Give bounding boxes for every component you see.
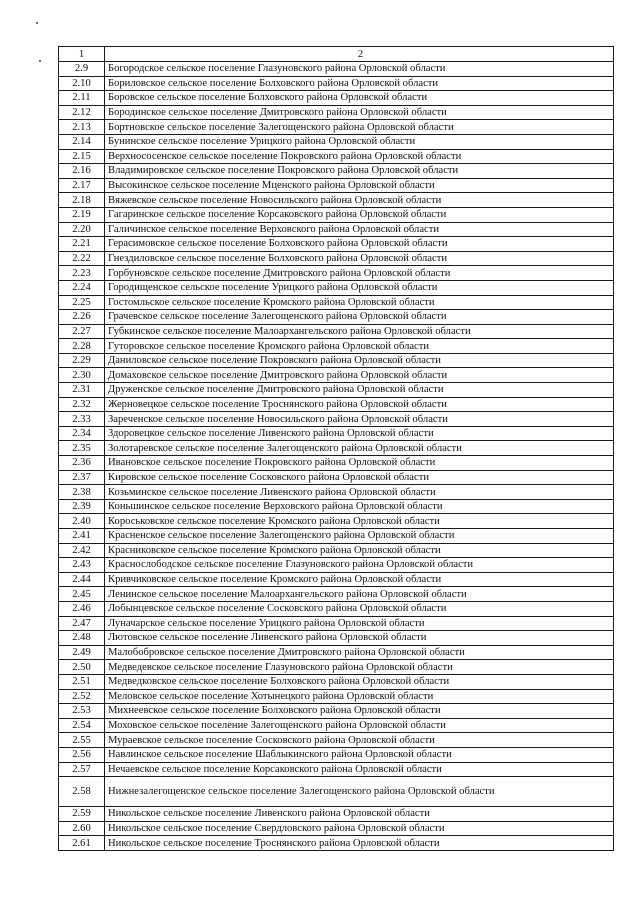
settlement-name: Даниловское сельское поселение Покровского района Орловской области <box>105 353 614 368</box>
row-number: 2.24 <box>59 280 105 295</box>
table-row <box>59 631 614 646</box>
header-col-number: 1 <box>59 47 105 62</box>
row-number: 2.23 <box>59 266 105 281</box>
settlement-name: Гостомльское сельское поселение Кромского района Орловской области <box>105 295 614 310</box>
settlement-name: Грачевское сельское поселение Залегощенского района Орловской области <box>105 310 614 325</box>
table-row <box>59 324 614 339</box>
row-number: 2.41 <box>59 529 105 544</box>
table-row <box>59 120 614 135</box>
settlement-name: Золотаревское сельское поселение Залегощенского района Орловской области <box>105 441 614 456</box>
row-number: 2.60 <box>59 821 105 836</box>
row-number: 2.30 <box>59 368 105 383</box>
settlement-name: Боровское сельское поселение Болховского района Орловской области <box>105 91 614 106</box>
row-number: 2.20 <box>59 222 105 237</box>
settlement-name: Верхнососенское сельское поселение Покровского района Орловской области <box>105 149 614 164</box>
settlement-name: Кривчиковское сельское поселение Кромского района Орловской области <box>105 572 614 587</box>
table-row <box>59 105 614 120</box>
settlement-name: Мураевское сельское поселение Сосковского района Орловской области <box>105 733 614 748</box>
table-row <box>59 339 614 354</box>
settlement-name: Гнездиловское сельское поселение Болховского района Орловской области <box>105 251 614 266</box>
settlement-name: Михнеевское сельское поселение Болховского района Орловской области <box>105 704 614 719</box>
settlement-name: Короськовское сельское поселение Кромского района Орловской области <box>105 514 614 529</box>
table-row <box>59 543 614 558</box>
row-number: 2.48 <box>59 631 105 646</box>
row-number: 2.57 <box>59 762 105 777</box>
table-row <box>59 660 614 675</box>
scan-speck <box>36 22 38 24</box>
settlement-name: Жерновецкое сельское поселение Троснянского района Орловской области <box>105 397 614 412</box>
settlement-name: Ленинское сельское поселение Малоархангельского района Орловской области <box>105 587 614 602</box>
row-number: 2.54 <box>59 718 105 733</box>
settlement-name: Городищенское сельское поселение Урицкого района Орловской области <box>105 280 614 295</box>
table-body <box>59 47 614 851</box>
settlement-name: Бунинское сельское поселение Урицкого района Орловской области <box>105 134 614 149</box>
table-row <box>59 821 614 836</box>
settlement-name: Козьминское сельское поселение Ливенского района Орловской области <box>105 485 614 500</box>
table-row <box>59 412 614 427</box>
table-row <box>59 529 614 544</box>
settlement-name: Нечаевское сельское поселение Корсаковского района Орловской области <box>105 762 614 777</box>
settlement-name: Красниковское сельское поселение Кромского района Орловской области <box>105 543 614 558</box>
table-row <box>59 558 614 573</box>
row-number: 2.52 <box>59 689 105 704</box>
settlement-name: Губкинское сельское поселение Малоархангельского района Орловской области <box>105 324 614 339</box>
row-number: 2.17 <box>59 178 105 193</box>
row-number: 2.35 <box>59 441 105 456</box>
row-number: 2.40 <box>59 514 105 529</box>
row-number: 2.21 <box>59 237 105 252</box>
table-row <box>59 149 614 164</box>
table-row <box>59 353 614 368</box>
settlement-name: Ивановское сельское поселение Покровского района Орловской области <box>105 456 614 471</box>
settlement-name: Горбуновское сельское поселение Дмитровского района Орловской области <box>105 266 614 281</box>
scan-speck <box>39 60 41 62</box>
row-number: 2.34 <box>59 426 105 441</box>
settlement-name: Малобобровское сельское поселение Дмитровского района Орловской области <box>105 645 614 660</box>
table-row <box>59 426 614 441</box>
table-row <box>59 645 614 660</box>
settlements-table <box>58 46 614 851</box>
table-row <box>59 237 614 252</box>
settlement-name: Краснослободское сельское поселение Глазуновского района Орловской области <box>105 558 614 573</box>
row-number: 2.55 <box>59 733 105 748</box>
row-number: 2.61 <box>59 836 105 851</box>
settlement-name: Высокинское сельское поселение Мценского района Орловской области <box>105 178 614 193</box>
settlement-name: Коньшинское сельское поселение Верховского района Орловской области <box>105 499 614 514</box>
table-row <box>59 178 614 193</box>
table-row <box>59 514 614 529</box>
settlement-name: Кировское сельское поселение Сосковского района Орловской области <box>105 470 614 485</box>
table-row <box>59 76 614 91</box>
settlement-name: Вяжевское сельское поселение Новосильского района Орловской области <box>105 193 614 208</box>
table-row <box>59 295 614 310</box>
row-number: 2.9 <box>59 62 105 77</box>
table-row <box>59 689 614 704</box>
settlement-name: Никольское сельское поселение Троснянского района Орловской области <box>105 836 614 851</box>
table-row <box>59 733 614 748</box>
table-row <box>59 777 614 807</box>
row-number: 2.49 <box>59 645 105 660</box>
settlement-name: Навлинское сельское поселение Шаблыкинского района Орловской области <box>105 747 614 762</box>
row-number: 2.14 <box>59 134 105 149</box>
row-number: 2.22 <box>59 251 105 266</box>
row-number: 2.28 <box>59 339 105 354</box>
table-row <box>59 807 614 822</box>
settlement-name: Герасимовское сельское поселение Болховского района Орловской области <box>105 237 614 252</box>
table-row <box>59 368 614 383</box>
table-row <box>59 62 614 77</box>
row-number: 2.11 <box>59 91 105 106</box>
row-number: 2.29 <box>59 353 105 368</box>
settlement-name: Никольское сельское поселение Ливенского района Орловской области <box>105 807 614 822</box>
settlement-name: Домаховское сельское поселение Дмитровского района Орловской области <box>105 368 614 383</box>
table-row <box>59 280 614 295</box>
table-row <box>59 762 614 777</box>
row-number: 2.26 <box>59 310 105 325</box>
table-row <box>59 193 614 208</box>
row-number: 2.10 <box>59 76 105 91</box>
table-row <box>59 704 614 719</box>
row-number: 2.56 <box>59 747 105 762</box>
row-number: 2.37 <box>59 470 105 485</box>
table-row <box>59 718 614 733</box>
table-row <box>59 441 614 456</box>
table-row <box>59 222 614 237</box>
table-row <box>59 164 614 179</box>
settlement-name: Нижнезалегощенское сельское поселение Залегощенского района Орловской области <box>105 777 614 807</box>
row-number: 2.51 <box>59 674 105 689</box>
settlement-name: Луначарское сельское поселение Урицкого района Орловской области <box>105 616 614 631</box>
table-row <box>59 499 614 514</box>
settlement-name: Бородинское сельское поселение Дмитровского района Орловской области <box>105 105 614 120</box>
table-row <box>59 587 614 602</box>
settlement-name: Меловское сельское поселение Хотынецкого района Орловской области <box>105 689 614 704</box>
table-row <box>59 674 614 689</box>
table-row <box>59 616 614 631</box>
row-number: 2.50 <box>59 660 105 675</box>
row-number: 2.31 <box>59 383 105 398</box>
row-number: 2.45 <box>59 587 105 602</box>
row-number: 2.39 <box>59 499 105 514</box>
settlement-name: Зареченское сельское поселение Новосильского района Орловской области <box>105 412 614 427</box>
table-row <box>59 601 614 616</box>
table-row <box>59 383 614 398</box>
table-row <box>59 397 614 412</box>
table-row <box>59 747 614 762</box>
table-row <box>59 572 614 587</box>
row-number: 2.42 <box>59 543 105 558</box>
table-row <box>59 91 614 106</box>
settlement-name: Друженское сельское поселение Дмитровского района Орловской области <box>105 383 614 398</box>
row-number: 2.27 <box>59 324 105 339</box>
table-row <box>59 456 614 471</box>
row-number: 2.33 <box>59 412 105 427</box>
row-number: 2.53 <box>59 704 105 719</box>
settlement-name: Медведковское сельское поселение Болховского района Орловской области <box>105 674 614 689</box>
table-row <box>59 251 614 266</box>
settlement-name: Богородское сельское поселение Глазуновского района Орловской области <box>105 62 614 77</box>
row-number: 2.13 <box>59 120 105 135</box>
table-row <box>59 134 614 149</box>
row-number: 2.15 <box>59 149 105 164</box>
row-number: 2.36 <box>59 456 105 471</box>
row-number: 2.46 <box>59 601 105 616</box>
table-row <box>59 470 614 485</box>
settlement-name: Здоровецкое сельское поселение Ливенского района Орловской области <box>105 426 614 441</box>
table-header-row <box>59 47 614 62</box>
row-number: 2.19 <box>59 207 105 222</box>
row-number: 2.25 <box>59 295 105 310</box>
row-number: 2.32 <box>59 397 105 412</box>
row-number: 2.12 <box>59 105 105 120</box>
settlement-name: Лютовское сельское поселение Ливенского района Орловской области <box>105 631 614 646</box>
row-number: 2.16 <box>59 164 105 179</box>
header-col-name: 2 <box>105 47 614 62</box>
row-number: 2.38 <box>59 485 105 500</box>
settlement-name: Галичинское сельское поселение Верховского района Орловской области <box>105 222 614 237</box>
settlement-name: Гагаринское сельское поселение Корсаковского района Орловской области <box>105 207 614 222</box>
settlement-name: Никольское сельское поселение Свердловского района Орловской области <box>105 821 614 836</box>
settlement-name: Лобынцевское сельское поселение Сосковского района Орловской области <box>105 601 614 616</box>
table-row <box>59 266 614 281</box>
settlement-name: Владимировское сельское поселение Покровского района Орловской области <box>105 164 614 179</box>
settlement-name: Бортновское сельское поселение Залегощенского района Орловской области <box>105 120 614 135</box>
row-number: 2.18 <box>59 193 105 208</box>
row-number: 2.44 <box>59 572 105 587</box>
table-row <box>59 836 614 851</box>
settlement-name: Медведевское сельское поселение Глазуновского района Орловской области <box>105 660 614 675</box>
settlement-name: Красненское сельское поселение Залегощенского района Орловской области <box>105 529 614 544</box>
table-row <box>59 207 614 222</box>
row-number: 2.47 <box>59 616 105 631</box>
row-number: 2.43 <box>59 558 105 573</box>
row-number: 2.59 <box>59 807 105 822</box>
settlement-name: Моховское сельское поселение Залегощенского района Орловской области <box>105 718 614 733</box>
table-row <box>59 485 614 500</box>
settlement-name: Гуторовское сельское поселение Кромского района Орловской области <box>105 339 614 354</box>
row-number: 2.58 <box>59 777 105 807</box>
table-row <box>59 310 614 325</box>
settlement-name: Бориловское сельское поселение Болховского района Орловской области <box>105 76 614 91</box>
